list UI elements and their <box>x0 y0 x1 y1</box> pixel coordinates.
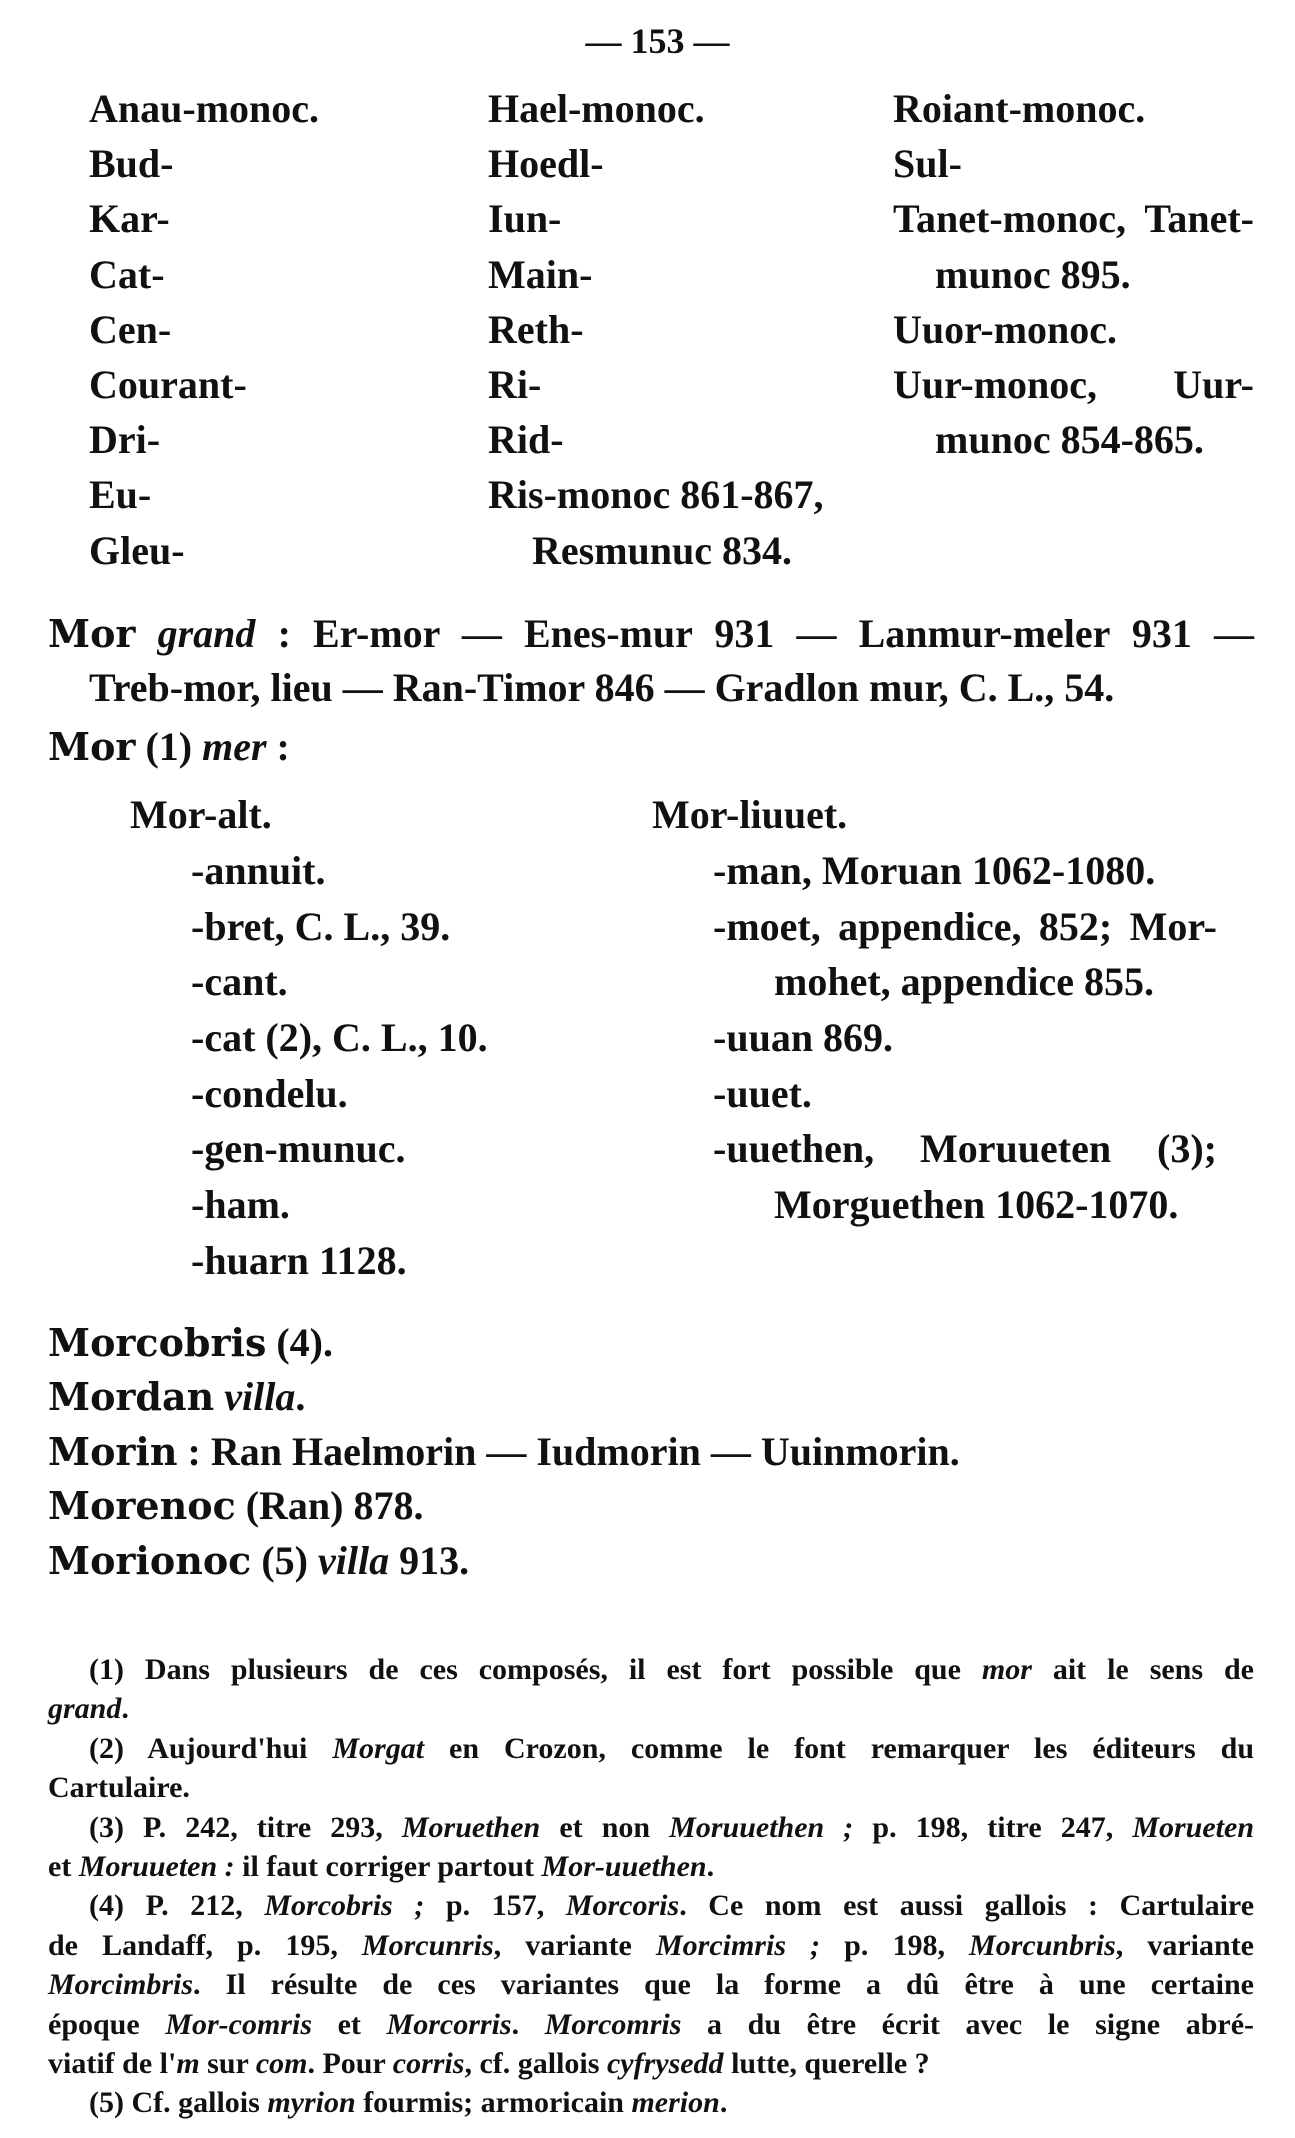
footnote-5-line <box>89 2084 727 2122</box>
compound-item: Uuor-monoc. <box>893 307 1118 352</box>
text-run: 913. <box>389 1538 470 1583</box>
footnote-2-line <box>48 1769 190 1807</box>
compound-item: -condelu. <box>191 1071 348 1116</box>
italic-term: grand <box>135 611 256 656</box>
compound-item: -uuethen, Moruueten (3); <box>713 1126 1217 1171</box>
text-run: (4) P. 212, <box>89 1889 265 1922</box>
italic-term: m <box>176 2047 200 2080</box>
footnote-4-line <box>48 2045 930 2083</box>
italic-term: Morcomris <box>544 2008 682 2041</box>
entry-mor-mer <box>48 722 290 772</box>
text-run: . <box>719 2086 728 2119</box>
text-run: il faut corriger partout <box>234 1850 542 1883</box>
text-run: lutte, querelle ? <box>723 2047 930 2080</box>
compound-item-continuation: munoc 854-865. <box>935 417 1204 462</box>
text-run: , variante <box>493 1929 656 1962</box>
text-run: (5) Cf. gallois <box>89 2086 268 2119</box>
italic-term: grand <box>48 1692 122 1725</box>
text-run: . <box>121 1692 129 1725</box>
text-run: (1) Dans plusieurs de ces composés, il est fort possible que <box>89 1653 982 1686</box>
text-run: Cartulaire. <box>48 1771 190 1804</box>
footnote-3-line <box>89 1809 1254 1847</box>
compound-item: Kar- <box>89 196 170 241</box>
compound-item: Ri- <box>488 362 542 407</box>
footnote-3-line <box>48 1848 714 1886</box>
italic-term: Morcunbris <box>969 1929 1116 1962</box>
italic-term: corris <box>392 2047 465 2080</box>
compound-item: Cen- <box>89 307 172 352</box>
text-run: fourmis; armoricain <box>355 2086 632 2119</box>
compound-item: Main- <box>488 252 593 297</box>
compound-item: Roiant-monoc. <box>893 86 1146 131</box>
italic-term: Mor-uuethen <box>541 1850 707 1883</box>
text-run: époque <box>48 2008 166 2041</box>
compound-item: Anau-monoc. <box>89 86 320 131</box>
compound-item: Dri- <box>89 417 161 462</box>
compound-item: -moet, appendice, 852; Mor- <box>713 904 1217 949</box>
compound-item: Hael-monoc. <box>488 86 705 131</box>
entry-morionoc <box>48 1536 469 1586</box>
compound-item: Hoedl- <box>488 141 604 186</box>
compound-item: -annuit. <box>191 848 326 893</box>
text-run: . Pour <box>307 2047 393 2080</box>
page-number: — 153 — <box>585 21 730 61</box>
text-run: p. 198, <box>820 1929 970 1962</box>
compound-item: -man, Moruan 1062-1080. <box>713 848 1156 893</box>
text-run: (1) <box>135 724 203 769</box>
italic-term: villa <box>214 1374 296 1419</box>
compound-item: -bret, C. L., 39. <box>191 904 451 949</box>
footnote-4-line <box>89 1887 1254 1925</box>
text-run: sur <box>199 2047 256 2080</box>
text-run: (3) P. 242, titre 293, <box>89 1811 402 1844</box>
compound-item-continuation: Resmunuc 834. <box>532 528 793 573</box>
italic-term: Moruueten : <box>78 1850 235 1883</box>
italic-term: Morcoris <box>565 1889 680 1922</box>
compound-item: Ris-monoc 861-867, <box>488 472 824 517</box>
compound-item: -uuan 869. <box>713 1015 894 1060</box>
entry-mordan <box>48 1372 305 1422</box>
compound-item: Uur-monoc, Uur- <box>893 362 1254 407</box>
text-run: p. 157, <box>424 1889 566 1922</box>
compound-item-continuation: Morguethen 1062-1070. <box>774 1182 1179 1227</box>
headword: Mordan <box>48 1374 215 1419</box>
entry-morenoc <box>48 1481 424 1531</box>
entry-mor-grand-continuation <box>89 663 1114 713</box>
text-run: . <box>706 1850 715 1883</box>
text-run: ait le sens de <box>1031 1653 1254 1686</box>
compound-item: Iun- <box>488 196 562 241</box>
italic-term: merion <box>631 2086 720 2119</box>
text-run: . Il résulte de ces variantes que la forme a dû être à une certaine <box>193 1968 1254 2001</box>
text-run: (4). <box>266 1320 333 1365</box>
text-run: , cf. gallois <box>464 2047 607 2080</box>
text-run: en Crozon, comme le font remarquer les éditeurs du <box>424 1732 1254 1765</box>
italic-term: myrion <box>267 2086 356 2119</box>
italic-term: Morcimris ; <box>655 1929 821 1962</box>
text-run: et non <box>540 1811 670 1844</box>
italic-term: Mor-comris <box>165 2008 312 2041</box>
italic-term: mor <box>981 1653 1032 1686</box>
compound-item: Mor-liuuet. <box>652 792 848 837</box>
italic-term: mer <box>202 724 267 769</box>
text-run: de Landaff, p. 195, <box>48 1929 362 1962</box>
footnote-4-line <box>48 1927 1254 1965</box>
compound-item: Tanet-monoc, Tanet- <box>893 196 1254 241</box>
text-run: (Ran) 878. <box>235 1483 424 1528</box>
entry-morin <box>48 1427 960 1477</box>
footnote-2-line <box>89 1730 1254 1768</box>
compound-item: -ham. <box>191 1182 290 1227</box>
text-run: . <box>295 1374 306 1419</box>
text-run: . <box>511 2008 545 2041</box>
compound-item: Mor-alt. <box>130 792 272 837</box>
headword: Mor <box>48 611 136 656</box>
entry-mor-grand <box>48 609 1254 659</box>
headword: Morenoc <box>48 1483 236 1528</box>
text-run: a du être écrit avec le signe abré- <box>681 2008 1255 2041</box>
compound-item: Rid- <box>488 417 564 462</box>
text-run: p. 198, titre 247, <box>853 1811 1133 1844</box>
compound-item-continuation: mohet, appendice 855. <box>774 959 1154 1004</box>
italic-term: Morcimbris <box>48 1968 194 2001</box>
italic-term: Morgat <box>332 1732 425 1765</box>
compound-item: Bud- <box>89 141 174 186</box>
headword: Mor <box>48 724 136 769</box>
entry-morcobris <box>48 1318 333 1368</box>
headword: Morin <box>48 1429 178 1474</box>
text-run: viatif de l' <box>48 2047 177 2080</box>
compound-item: Courant- <box>89 362 247 407</box>
italic-term: Morcunris <box>361 1929 494 1962</box>
text-run: . Ce nom est aussi gallois : Cartulaire <box>679 1889 1255 1922</box>
italic-term: Morcobris ; <box>264 1889 425 1922</box>
italic-term: Moruethen <box>401 1811 541 1844</box>
footnote-4-line <box>48 2006 1254 2044</box>
italic-term: com <box>255 2047 308 2080</box>
italic-term: Morcorris <box>386 2008 512 2041</box>
compound-item: Gleu- <box>89 528 185 573</box>
text-run: : Ran Haelmorin — Iudmorin — Uuinmorin. <box>177 1429 960 1474</box>
text-run: et <box>48 1850 79 1883</box>
compound-item: Reth- <box>488 307 584 352</box>
footnote-4-line <box>48 1966 1254 2004</box>
compound-item: -cant. <box>191 959 288 1004</box>
italic-term: cyfrysedd <box>606 2047 724 2080</box>
headword: Morionoc <box>48 1538 252 1583</box>
text-run: (5) <box>251 1538 318 1583</box>
italic-term: Morueten <box>1132 1811 1254 1844</box>
text-run: : Er-mor — Enes-mur 931 — Lanmur-meler 931 — <box>255 611 1255 656</box>
text-run: : <box>266 724 290 769</box>
compound-item: -uuet. <box>713 1071 812 1116</box>
compound-item: -cat (2), C. L., 10. <box>191 1015 488 1060</box>
compound-item: Cat- <box>89 252 165 297</box>
compound-item-continuation: munoc 895. <box>935 252 1131 297</box>
italic-term: Moruuethen ; <box>669 1811 854 1844</box>
text-run: , variante <box>1115 1929 1254 1962</box>
text-run: et <box>312 2008 387 2041</box>
footnote-1-line <box>48 1690 129 1728</box>
italic-term: villa <box>317 1538 390 1583</box>
compound-item: Eu- <box>89 472 152 517</box>
text-run: Treb-mor, lieu — Ran-Timor 846 — Gradlon mur, C. L., 54. <box>89 665 1115 710</box>
footnote-1-line <box>89 1651 1254 1689</box>
headword: Morcobris <box>48 1320 267 1365</box>
text-run: (2) Aujourd'hui <box>89 1732 333 1765</box>
compound-item: Sul- <box>893 141 962 186</box>
compound-item: -huarn 1128. <box>191 1238 407 1283</box>
compound-item: -gen-munuc. <box>191 1126 406 1171</box>
